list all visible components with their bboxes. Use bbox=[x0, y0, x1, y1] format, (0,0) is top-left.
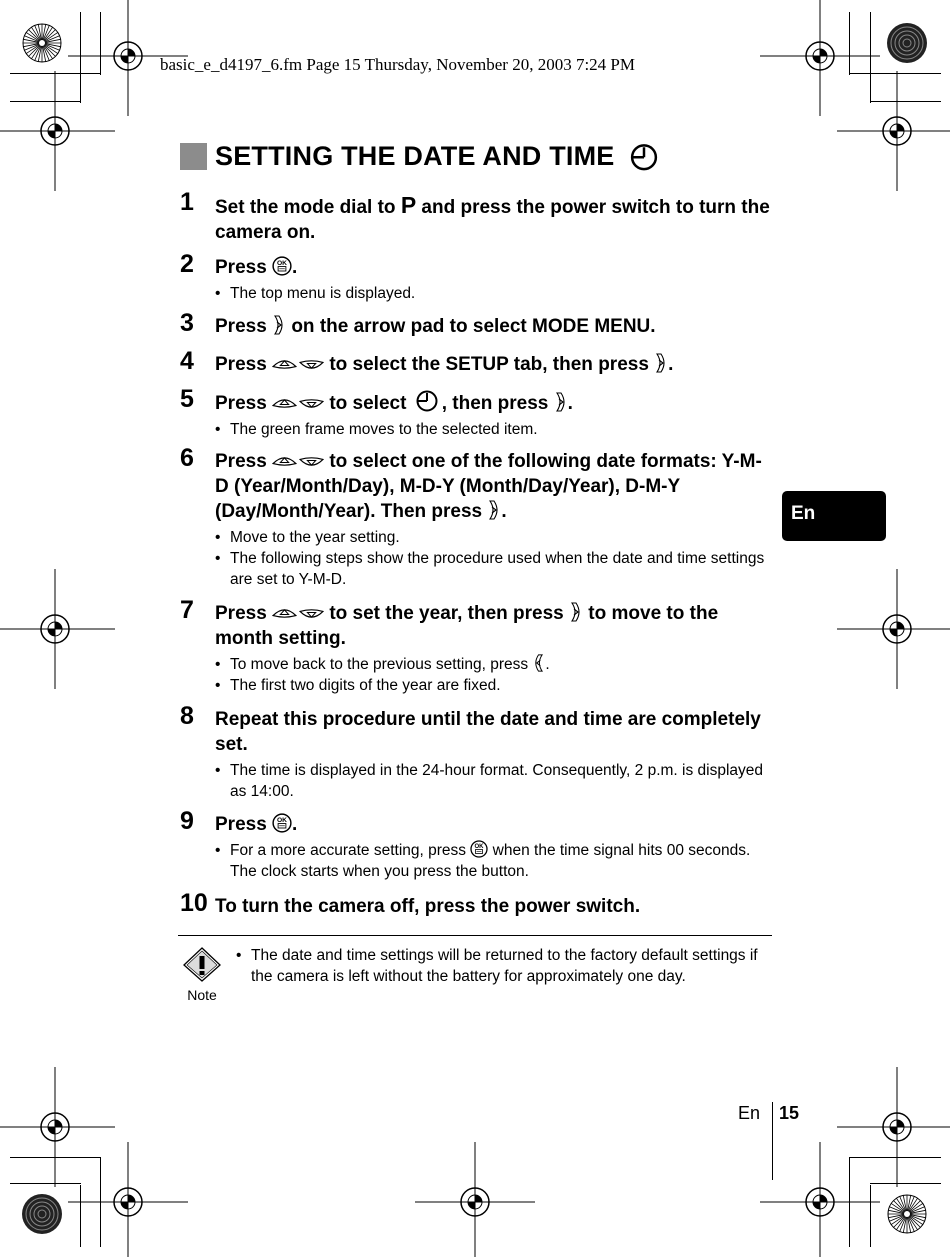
step-number: 3 bbox=[180, 309, 194, 337]
page-number: 15 bbox=[779, 1103, 800, 1123]
step-instruction bbox=[215, 193, 775, 245]
bullet: • Move to the year setting. bbox=[215, 527, 775, 548]
step-4 bbox=[180, 347, 775, 377]
bullet-text: For a more accurate setting, press bbox=[230, 842, 471, 859]
step-text: to select the SETUP tab, then press bbox=[324, 354, 655, 375]
step-instruction: To turn the camera off, press the power switch. bbox=[215, 896, 641, 917]
page-title-text: SETTING THE DATE AND TIME bbox=[215, 140, 615, 171]
arrow-up-down-icon bbox=[272, 453, 324, 470]
bullet-text: To move back to the previous setting, press bbox=[230, 656, 533, 673]
step-text: to set the year, then press bbox=[324, 603, 570, 624]
ok-button-icon bbox=[272, 813, 292, 833]
bullet: • The green frame moves to the selected item. bbox=[215, 419, 775, 440]
footer-language: En bbox=[738, 1103, 761, 1123]
step-text: on the arrow pad to select MODE MENU. bbox=[286, 316, 656, 337]
step-number: 9 bbox=[180, 807, 194, 835]
step-number: 10 bbox=[180, 889, 208, 917]
arrow-right-icon bbox=[272, 315, 286, 335]
step-7 bbox=[180, 596, 775, 696]
step-number: 6 bbox=[180, 444, 194, 472]
step-instruction bbox=[215, 352, 775, 377]
step-5 bbox=[180, 385, 775, 440]
step-text: Press bbox=[215, 814, 273, 835]
step-text: Press bbox=[215, 257, 273, 278]
step-text: . bbox=[501, 501, 507, 522]
title-marker bbox=[180, 143, 207, 170]
step-instruction bbox=[215, 255, 775, 280]
step-instruction bbox=[215, 601, 775, 651]
step-text: Press bbox=[215, 393, 273, 414]
step-text: . bbox=[668, 354, 674, 375]
mode-p-label: P bbox=[400, 192, 417, 218]
step-number: 2 bbox=[180, 250, 194, 278]
step-number: 7 bbox=[180, 596, 194, 624]
arrow-left-icon bbox=[532, 654, 545, 672]
bullet: • The time is displayed in the 24-hour format. Consequently, 2 p.m. is displayed as 14:00. bbox=[215, 760, 775, 802]
step-text: to select one of the following date formats: Y-M-D (Year/Month/Day), M-D-Y (Month/Day/Year), D-M-Y (Day/Month/Year). Then press bbox=[215, 451, 762, 522]
step-number: 1 bbox=[180, 188, 194, 216]
step-instruction bbox=[215, 449, 775, 524]
step-number: 5 bbox=[180, 385, 194, 413]
ok-button-icon bbox=[470, 840, 488, 858]
step-8 bbox=[180, 702, 775, 802]
step-text: . bbox=[292, 257, 298, 278]
bullet: • The following steps show the procedure used when the date and time settings are set to Y-M-D. bbox=[215, 548, 775, 590]
arrow-right-icon bbox=[487, 500, 501, 520]
warning-icon bbox=[181, 946, 223, 982]
step-text: Set the mode dial to bbox=[215, 197, 401, 218]
note-divider bbox=[178, 935, 772, 936]
step-10 bbox=[180, 889, 775, 919]
step-text: to select bbox=[324, 393, 412, 414]
arrow-right-icon bbox=[554, 392, 568, 412]
step-text: . bbox=[292, 814, 298, 835]
step-instruction bbox=[215, 390, 775, 416]
arrow-up-down-icon bbox=[272, 356, 324, 373]
step-text: Press bbox=[215, 451, 273, 472]
step-text: . bbox=[567, 393, 573, 414]
step-3 bbox=[180, 309, 775, 339]
ok-button-icon bbox=[272, 256, 292, 276]
step-2 bbox=[180, 250, 775, 304]
note-block-icon bbox=[181, 946, 223, 1003]
clock-icon bbox=[412, 390, 442, 412]
arrow-right-icon bbox=[654, 353, 668, 373]
arrow-right-icon bbox=[569, 602, 583, 622]
bullet bbox=[215, 654, 775, 675]
footer-separator bbox=[772, 1102, 773, 1180]
bullet: • The first two digits of the year are fixed. bbox=[215, 675, 775, 696]
note-label: Note bbox=[187, 987, 217, 1003]
step-text: to move to the month setting. bbox=[215, 603, 719, 649]
file-header-line: basic_e_d4197_6.fm Page 15 Thursday, November 20, 2003 7:24 PM bbox=[160, 55, 635, 74]
page-title bbox=[180, 138, 665, 174]
note-text: • The date and time settings will be returned to the factory default settings if the camera is left without the battery for approximately one day. bbox=[236, 945, 781, 987]
bullet-text: when the time signal hits 00 seconds. The clock starts when you press the button. bbox=[230, 842, 751, 880]
step-text: Press bbox=[215, 354, 273, 375]
step-number: 4 bbox=[180, 347, 194, 375]
arrow-up-down-icon bbox=[272, 395, 324, 412]
step-text: , then press bbox=[441, 393, 554, 414]
step-instruction bbox=[215, 812, 775, 837]
step-6 bbox=[180, 444, 775, 590]
bullet: • The top menu is displayed. bbox=[215, 283, 775, 304]
step-instruction bbox=[215, 314, 775, 339]
step-instruction: Repeat this procedure until the date and time are completely set. bbox=[215, 709, 761, 755]
step-text: Press bbox=[215, 316, 273, 337]
bullet-text: . bbox=[545, 656, 550, 673]
bullet bbox=[215, 840, 775, 882]
arrow-up-down-icon bbox=[272, 605, 324, 622]
clock-icon bbox=[623, 141, 665, 171]
language-tab: En bbox=[782, 491, 886, 541]
step-1 bbox=[180, 188, 775, 245]
step-text: Press bbox=[215, 603, 273, 624]
step-number: 8 bbox=[180, 702, 194, 730]
step-9 bbox=[180, 807, 775, 882]
step-text: and press the power switch to turn the camera on. bbox=[215, 197, 770, 243]
